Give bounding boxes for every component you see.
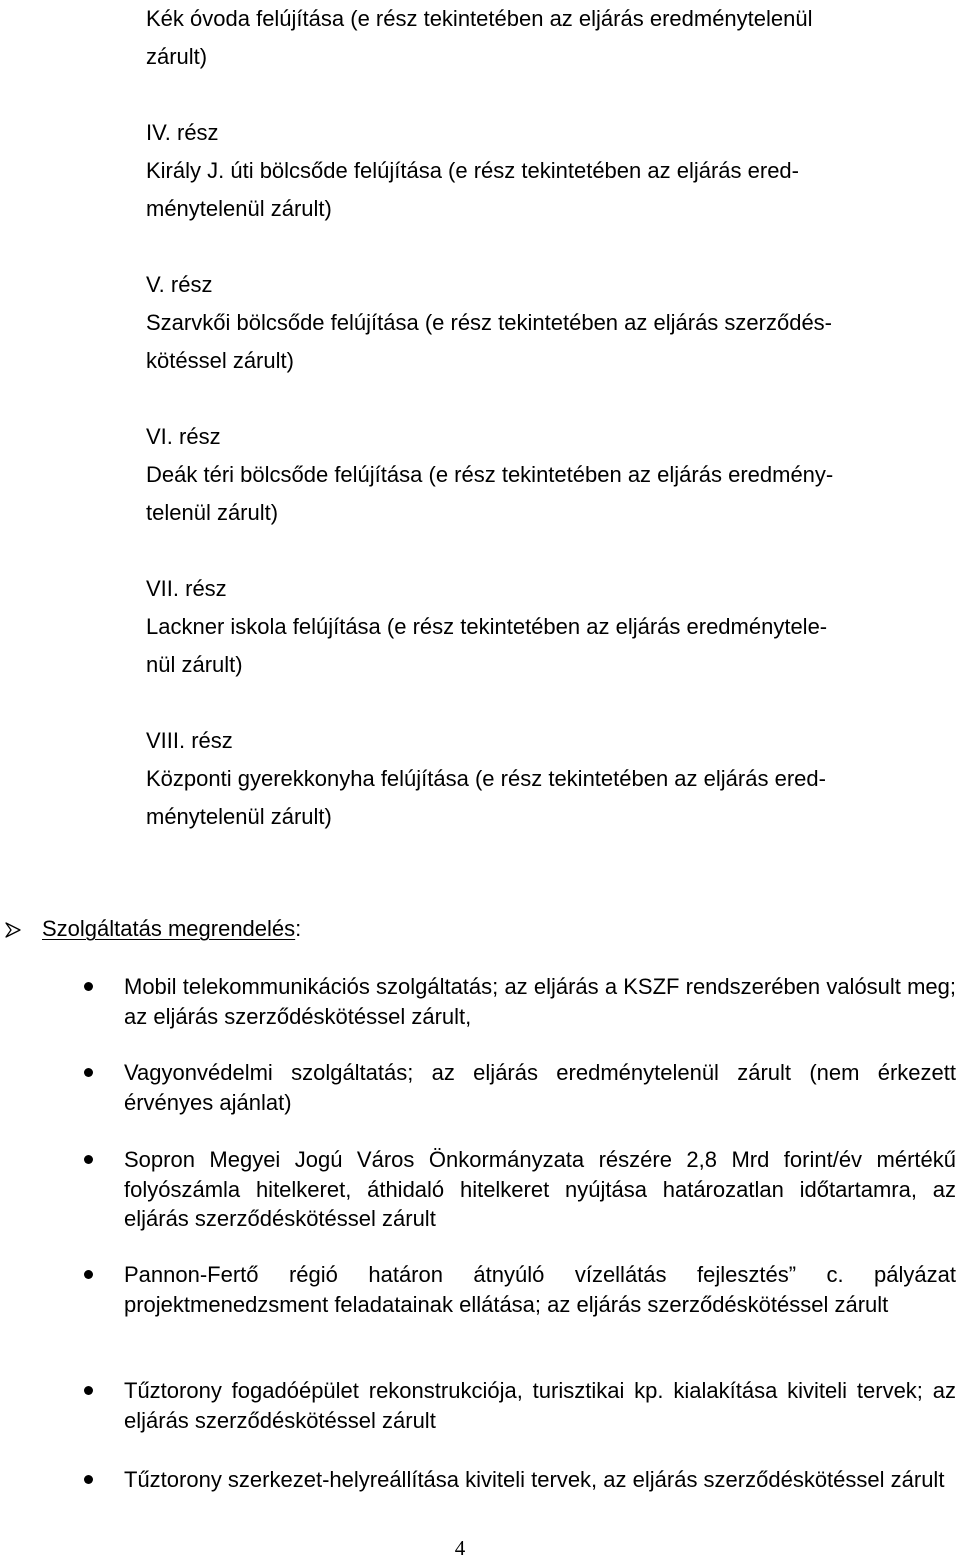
part-entry bbox=[146, 266, 936, 380]
part-text-line: zárult) bbox=[146, 44, 208, 69]
list-item-text: Tűztorony fogadóépület rekonstrukciója, turisztikai kp. kialakítása kiviteli tervek; az eljárás szerződéskötéssel zárult bbox=[124, 1378, 956, 1433]
part-heading: V. rész bbox=[146, 272, 213, 297]
project-parts-list bbox=[146, 0, 936, 836]
part-heading: VII. rész bbox=[146, 576, 227, 601]
list-item-text: Tűztorony szerkezet-helyreállítása kiviteli tervek, az eljárás szerződéskötéssel zárult bbox=[124, 1467, 945, 1492]
part-text-line: Kék óvoda felújítása (e rész tekintetében az eljárás eredménytelenül bbox=[146, 6, 813, 31]
part-text-line: kötéssel zárult) bbox=[146, 348, 294, 373]
bullet-dot-icon bbox=[84, 1068, 93, 1077]
part-text-line: ménytelenül zárult) bbox=[146, 804, 332, 829]
part-text-line: Király J. úti bölcsőde felújítása (e rész tekintetében az eljárás ered- bbox=[146, 158, 799, 183]
part-text-line: Deák téri bölcsőde felújítása (e rész tekintetében az eljárás eredmény- bbox=[146, 462, 834, 487]
arrowhead-bullet-icon bbox=[5, 922, 21, 938]
section-title bbox=[42, 910, 301, 948]
part-text-line: telenül zárult) bbox=[146, 500, 279, 525]
section-title-suffix: : bbox=[295, 916, 302, 941]
bullet-dot-icon bbox=[84, 982, 93, 991]
part-text-line: Központi gyerekkonyha felújítása (e rész tekintetében az eljárás ered- bbox=[146, 766, 826, 791]
part-heading: IV. rész bbox=[146, 120, 219, 145]
bullet-dot-icon bbox=[84, 1155, 93, 1164]
part-text-line: nül zárult) bbox=[146, 652, 243, 677]
part-text-line: Lackner iskola felújítása (e rész tekintetében az eljárás eredménytele- bbox=[146, 614, 828, 639]
part-entry bbox=[146, 0, 936, 76]
part-text-line: Szarvkői bölcsőde felújítása (e rész tekintetében az eljárás szerződés- bbox=[146, 310, 833, 335]
part-entry bbox=[146, 722, 936, 836]
list-item-text: Vagyonvédelmi szolgáltatás; az eljárás eredménytelenül zárult (nem érkezett érvényes ajánlat) bbox=[124, 1060, 956, 1115]
page-number: 4 bbox=[454, 1536, 466, 1560]
list-item-text: Pannon-Fertő régió határon átnyúló vízellátás fejlesztés” c. pályázat projektmenedzsment feladatainak ellátása; az eljárás szerződéskötéssel zárult bbox=[124, 1262, 956, 1317]
part-heading: VI. rész bbox=[146, 424, 221, 449]
section-title-text: Szolgáltatás megrendelés bbox=[42, 916, 296, 941]
part-text-line: ménytelenül zárult) bbox=[146, 196, 332, 221]
list-item-text: Mobil telekommunikációs szolgáltatás; az eljárás a KSZF rendszerében valósult meg; az eljárás szerződéskötéssel zárult, bbox=[124, 974, 956, 1029]
bullet-dot-icon bbox=[84, 1475, 93, 1484]
part-entry bbox=[146, 570, 936, 684]
bullet-dot-icon bbox=[84, 1386, 93, 1395]
part-entry bbox=[146, 114, 936, 228]
list-item-text: Sopron Megyei Jogú Város Önkormányzata részére 2,8 Mrd forint/év mértékű folyószámla hitelkeret, áthidaló hitelkeret nyújtása határozatlan időtartamra, az eljárás szerződéskötéssel zárult bbox=[124, 1147, 956, 1231]
part-entry bbox=[146, 418, 936, 532]
bullet-dot-icon bbox=[84, 1270, 93, 1279]
part-heading: VIII. rész bbox=[146, 728, 233, 753]
